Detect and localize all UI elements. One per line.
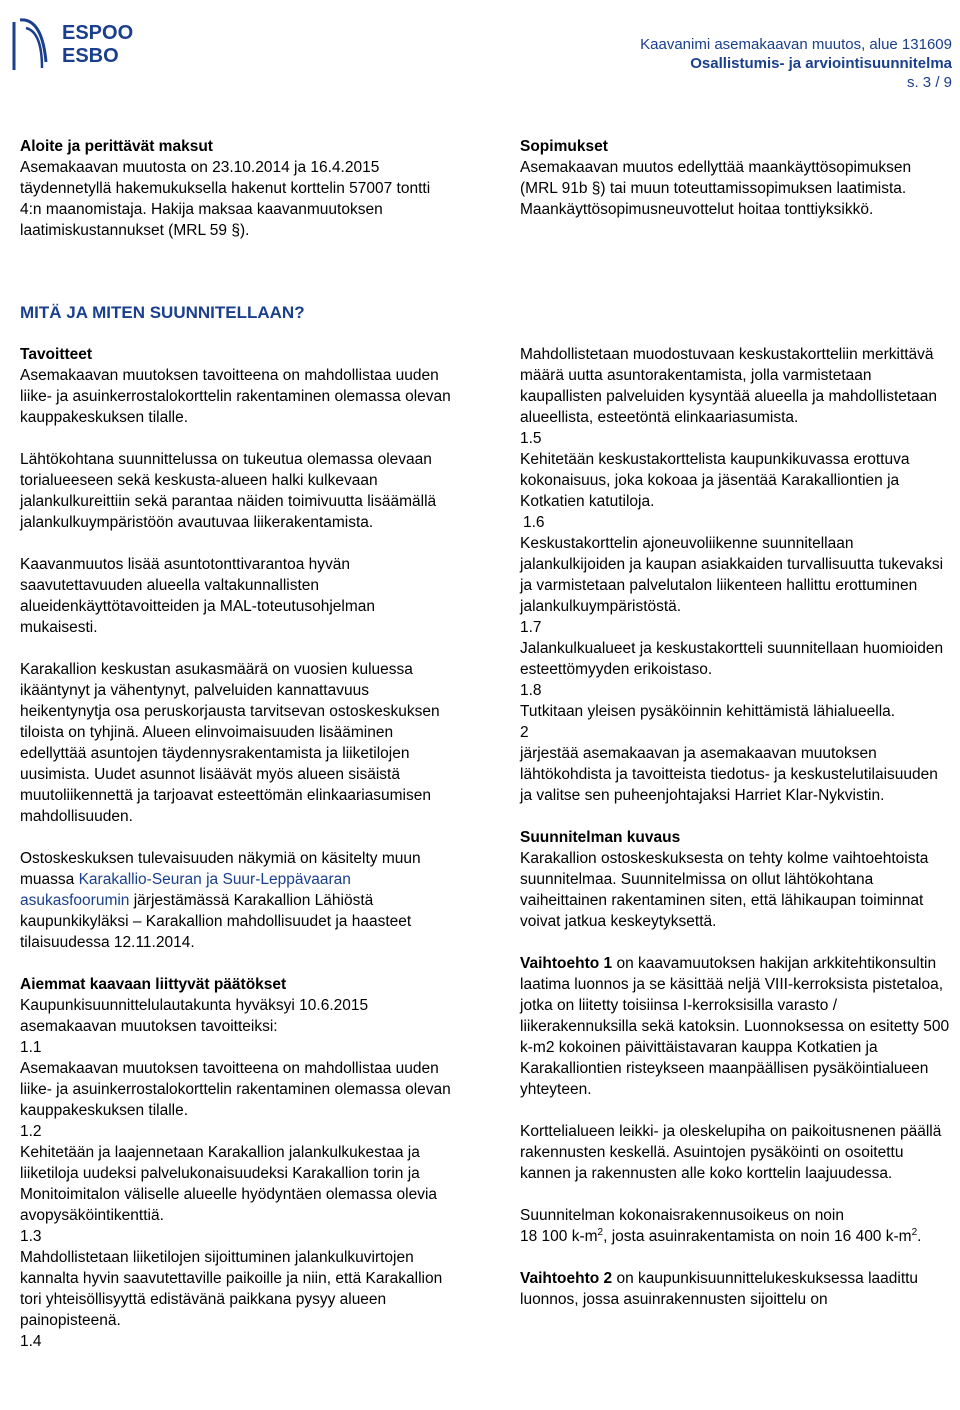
- right-column: [520, 344, 950, 1310]
- floor-area-end: .: [917, 1228, 922, 1245]
- initiative-section: [20, 136, 450, 241]
- document-title: Kaavanimi asemakaavan muutos, alue 131609: [640, 36, 952, 53]
- goal-text-1-4: Mahdollistetaan muodostuvaan keskustakortteliin merkittävä määrä uutta asuntorakentamista, jolla varmistetaan kaupallisten palveluiden kysyntää alueella ja mahdollistetaan alueellista, esteetöntä elinkaariasumista.: [520, 346, 938, 426]
- superscript-2b: 2: [911, 1226, 918, 1238]
- plan-paragraph-3: Korttelialueen leikki- ja oleskelupiha on paikoitusnenen päällä rakennusten keskellä. Asuintojen pysäköinti on osoitettu kannen ja rakennusten alle koko korttelin laajuudessa.: [520, 1123, 942, 1182]
- goals-paragraph-2: Lähtökohtana suunnittelussa on tukeutua olemassa olevaan torialueeseen sekä keskusta-alueen halki kulkevaan jalankulkureittiin sekä parantaa näiden toimivuutta lisäämällä jalankulkuympäristöön avautuvaa liikerakentamista.: [20, 451, 437, 531]
- forum-reference: Karakallio-Seuran ja Suur-Leppävaaran asukasfoorumin: [20, 871, 351, 909]
- goal-text-1-5: Kehitetään keskustakorttelista kaupunkikuvassa erottuva kokonaisuus, joka kokoaa ja jäsentää Karakalliontien ja Kotkatien katutiloja.: [520, 451, 910, 510]
- goal-text-1-1: Asemakaavan muutoksen tavoitteena on mahdollistaa uuden liike- ja asuinkerrostalokorttelin rakentaminen olemassa olevan kauppakeskuksen tilalle.: [20, 1060, 451, 1119]
- plan-paragraph-1: Karakallion ostoskeskuksesta on tehty kolme vaihtoehtoista suunnitelmaa. Suunnitelmissa on ollut lähtökohtana vaiheittainen rakentaminen siten, että lähikaupan toiminnat voivat jatkua keskeytyksettä.: [520, 850, 929, 930]
- goals-p5-start: Ostoskeskuksen tulevaisuuden näkymiä on käsitelty muun muassa: [20, 850, 421, 888]
- agreements-section: [520, 136, 950, 220]
- section-title: MITÄ JA MITEN SUUNNITELLAAN?: [20, 303, 305, 322]
- goal-number-1-4: 1.4: [20, 1333, 42, 1350]
- goal-number-1-1: 1.1: [20, 1039, 42, 1056]
- goal-text-1-2: Kehitetään ja laajennetaan Karakallion jalankulkukestaa ja liiketiloja uudeksi palvelukonaisuudeksi Karakallion torin ja Monitoimitalon väliselle alueelle hyödyntäen olemassa olevia avopysäköintikenttiä.: [20, 1144, 438, 1224]
- alternative-1-paragraph: [520, 953, 950, 1100]
- plan-description-heading: Suunnitelman kuvaus: [520, 829, 681, 846]
- initiative-text: Asemakaavan muutosta on 23.10.2014 ja 16.4.2015 täydennetyllä hakemukuksella hakenut korttelin 57007 tontti 4:n maanomistaja. Hakija maksaa kaavanmuutoksen laatimiskustannukset (MRL 59 §).: [20, 159, 431, 239]
- floor-area-residential: , josta asuinrakentamista on noin 16 400 k-m: [603, 1228, 912, 1245]
- goal-number-1-6: 1.6: [523, 514, 545, 531]
- document-subtitle: Osallistumis- ja arviointisuunnitelma: [690, 55, 952, 72]
- goal-text-1-8: Tutkitaan yleisen pysäköinnin kehittämistä lähialueella.: [520, 703, 896, 720]
- goals-paragraph-4: Karakallion keskustan asukasmäärä on vuosien kuluessa ikääntynyt ja vähentynyt, palveluiden kannattavuus heikentynytja osa peruskorjausta tarvitsevan ostoskeskuksen tiloista on tyhjinä. Alueen elinvoimaisuuden lisääminen edellyttää asuntojen täydennysrakentamista ja liiketilojen uusimista. Uudet asunnot lisäävät myös alueen sisäistä muutoliikennettä ja tarjoavat esteettömän elinkaariasumisen mahdollisuuden.: [20, 661, 440, 825]
- alternative-1-text: on kaavamuutoksen hakijan arkkitehtikonsultin laatima luonnos ja se käsittää neljä VIII-kerroksista pistetaloa, jotka on liitetty toisiinsa I-kerroksisilla varasto / liikerakennuksilla sekä katoksin. Luonnoksessa on esitetty 500 k-m2 kokoinen päivittäistavaran kauppa Kotkatien ja Karakalliontien risteykseen maanpäällisen pysäköintialueen yhteyteen.: [520, 955, 950, 1098]
- goals-paragraph-3: Kaavanmuutos lisää asuntotonttivarantoa hyvän saavutettavuuden alueella valtakunnallisten alueidenkäyttötavoitteiden ja MAL-toteutusohjelman mukaisesti.: [20, 556, 376, 636]
- previous-decisions-heading: Aiemmat kaavaan liittyvät päätökset: [20, 976, 287, 993]
- alternative-2-paragraph: [520, 1268, 950, 1310]
- alternative-2-label: Vaihtoehto 2: [520, 1270, 613, 1287]
- goal-text-1-7: Jalankulkualueet ja keskustakortteli suunnitellaan huomioiden esteettömyyden erikoistaso.: [520, 640, 944, 678]
- goal-text-1-6: Keskustakorttelin ajoneuvoliikenne suunnitellaan jalankulkijoiden ja kaupan asiakkaiden turvallisuutta tukevaksi ja varmistetaan palvelutalon liikenteen hallittu erottuminen jalankulkuympäristöstä.: [520, 535, 944, 615]
- floor-area-total: 18 100 k-m: [520, 1228, 598, 1245]
- left-column: [20, 344, 452, 1352]
- goal-number-1-7: 1.7: [520, 619, 542, 636]
- floor-area-intro: Suunnitelman kokonaisrakennusoikeus on noin: [520, 1207, 844, 1224]
- goal-number-2: 2: [520, 724, 529, 741]
- alternative-1-label: Vaihtoehto 1: [520, 955, 613, 972]
- page-header: [640, 35, 952, 92]
- superscript-2: 2: [597, 1226, 604, 1238]
- alternative-2-text: on kaupunkisuunnittelukeskuksessa laadittu luonnos, jossa asuinrakennusten sijoittelu on: [520, 1270, 919, 1308]
- initiative-heading: Aloite ja perittävät maksut: [20, 138, 213, 155]
- goal-number-1-8: 1.8: [520, 682, 542, 699]
- page-number: s. 3 / 9: [906, 74, 952, 91]
- previous-decisions-intro: Kaupunkisuunnittelulautakunta hyväksyi 10.6.2015 asemakaavan muutoksen tavoitteiksi:: [20, 997, 369, 1035]
- goal-number-1-2: 1.2: [20, 1123, 42, 1140]
- logo-text-esbo: ESBO: [62, 45, 119, 67]
- goals-paragraph-5: [20, 848, 452, 953]
- agreements-heading: Sopimukset: [520, 138, 608, 155]
- goals-paragraph-1: Asemakaavan muutoksen tavoitteena on mahdollistaa uuden liike- ja asuinkerrostalokorttelin rakentaminen olemassa olevan kauppakeskuksen tilalle.: [20, 367, 451, 426]
- city-emblem-icon: [6, 12, 166, 72]
- goal-text-2: järjestää asemakaavan ja asemakaavan muutoksen lähtökohdista ja tavoitteista tiedotus- ja keskustelutilaisuuden ja valitse sen puheenjohtajaksi Harriet Klar-Nykvistin.: [520, 745, 938, 804]
- goals-p5-end: järjestämässä Karakallion Lähiöstä kaupunkikyläksi – Karakallion mahdollisuudet ja haasteet tilaisuudessa 12.11.2014.: [20, 892, 412, 951]
- goal-text-1-3: Mahdollistetaan liiketilojen sijoittuminen jalankulkuvirtojen kannalta hyvin saavutettaville paikoille ja niin, että Karakallion tori yhteisöllisyyttä edistävänä paikkana pysyy alueen painopisteenä.: [20, 1249, 443, 1329]
- floor-area-paragraph: [520, 1205, 950, 1247]
- logo-text-espoo: ESPOO: [62, 22, 134, 44]
- goals-heading: Tavoitteet: [20, 346, 93, 363]
- agreements-text: Asemakaavan muutos edellyttää maankäyttösopimuksen (MRL 91b §) tai muun toteuttamissopimuksen laatimista. Maankäyttösopimusneuvottelut hoitaa tonttiyksikkö.: [520, 159, 912, 218]
- goal-number-1-3: 1.3: [20, 1228, 42, 1245]
- espoo-logo: [6, 12, 166, 72]
- goal-number-1-5: 1.5: [520, 430, 542, 447]
